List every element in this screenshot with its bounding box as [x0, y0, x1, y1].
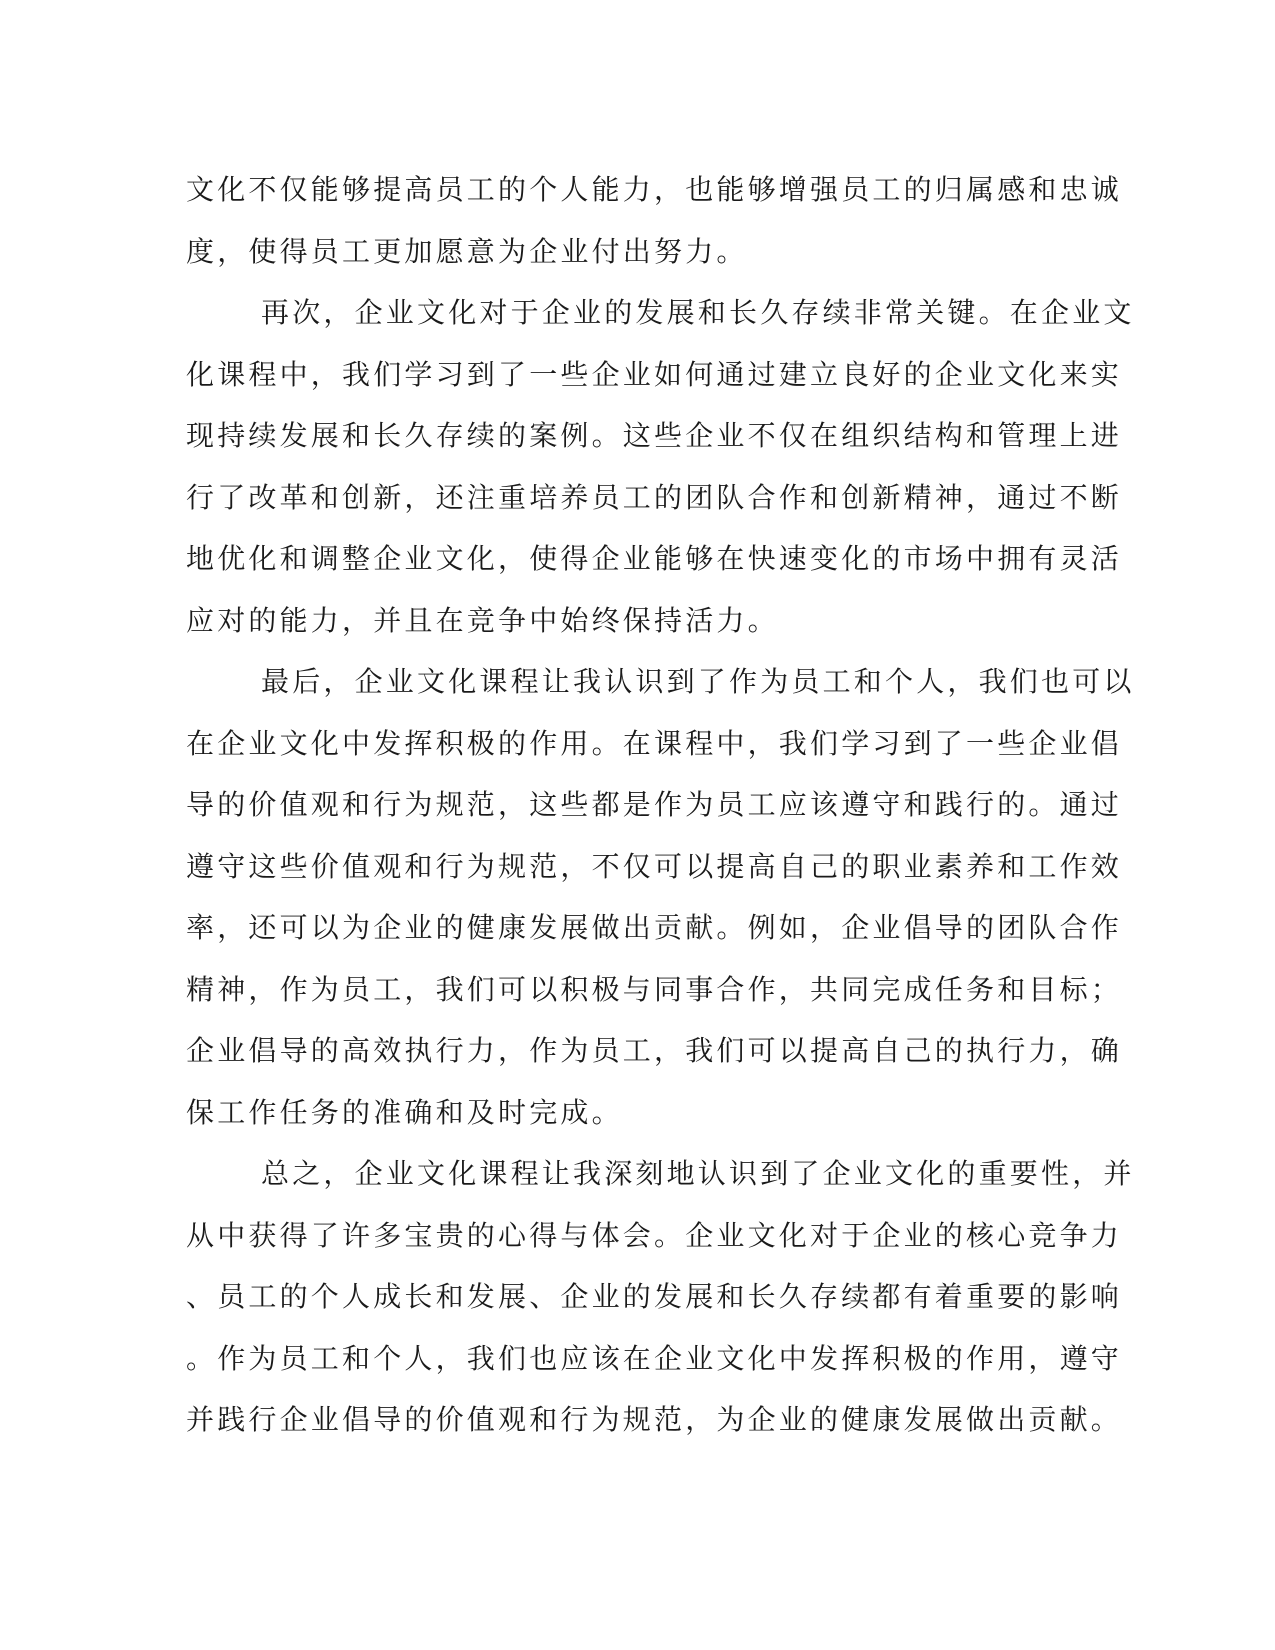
text-line: 。作为员工和个人，我们也应该在企业文化中发挥积极的作用，遵守 — [186, 1341, 1123, 1375]
text-line: 从中获得了许多宝贵的心得与体会。企业文化对于企业的核心竞争力 — [186, 1218, 1123, 1252]
text-line: 地优化和调整企业文化，使得企业能够在快速变化的市场中拥有灵活 — [186, 542, 1123, 575]
text-line: 并践行企业倡导的价值观和行为规范，为企业的健康发展做出贡献。 — [186, 1403, 1123, 1436]
text-line: 、员工的个人成长和发展、企业的发展和长久存续都有着重要的影响 — [186, 1280, 1123, 1313]
text-line: 化课程中，我们学习到了一些企业如何通过建立良好的企业文化来实 — [186, 357, 1123, 391]
text-line: 行了改革和创新，还注重培养员工的团队合作和创新精神，通过不断 — [186, 480, 1123, 514]
paragraph-first-line: 最后，企业文化课程让我认识到了作为员工和个人，我们也可以 — [261, 665, 1135, 698]
paragraph-first-line: 再次，企业文化对于企业的发展和长久存续非常关键。在企业文 — [261, 296, 1135, 329]
text-line: 精神，作为员工，我们可以积极与同事合作，共同完成任务和目标； — [186, 972, 1123, 1006]
document-body — [186, 159, 1135, 1451]
text-line: 应对的能力，并且在竞争中始终保持活力。 — [186, 603, 779, 637]
text-line: 在企业文化中发挥积极的作用。在课程中，我们学习到了一些企业倡 — [186, 726, 1123, 760]
text-line: 文化不仅能够提高员工的个人能力，也能够增强员工的归属感和忠诚 — [186, 173, 1123, 206]
text-line: 率，还可以为企业的健康发展做出贡献。例如，企业倡导的团队合作 — [186, 911, 1123, 944]
text-line: 现持续发展和长久存续的案例。这些企业不仅在组织结构和管理上进 — [186, 419, 1123, 452]
paragraph-first-line: 总之，企业文化课程让我深刻地认识到了企业文化的重要性，并 — [261, 1157, 1135, 1190]
text-line: 遵守这些价值观和行为规范，不仅可以提高自己的职业素养和工作效 — [186, 849, 1123, 883]
text-line: 度，使得员工更加愿意为企业付出努力。 — [186, 234, 748, 268]
text-line: 保工作任务的准确和及时完成。 — [186, 1095, 623, 1129]
text-line: 导的价值观和行为规范，这些都是作为员工应该遵守和践行的。通过 — [186, 788, 1123, 821]
text-line: 企业倡导的高效执行力，作为员工，我们可以提高自己的执行力，确 — [186, 1034, 1123, 1067]
